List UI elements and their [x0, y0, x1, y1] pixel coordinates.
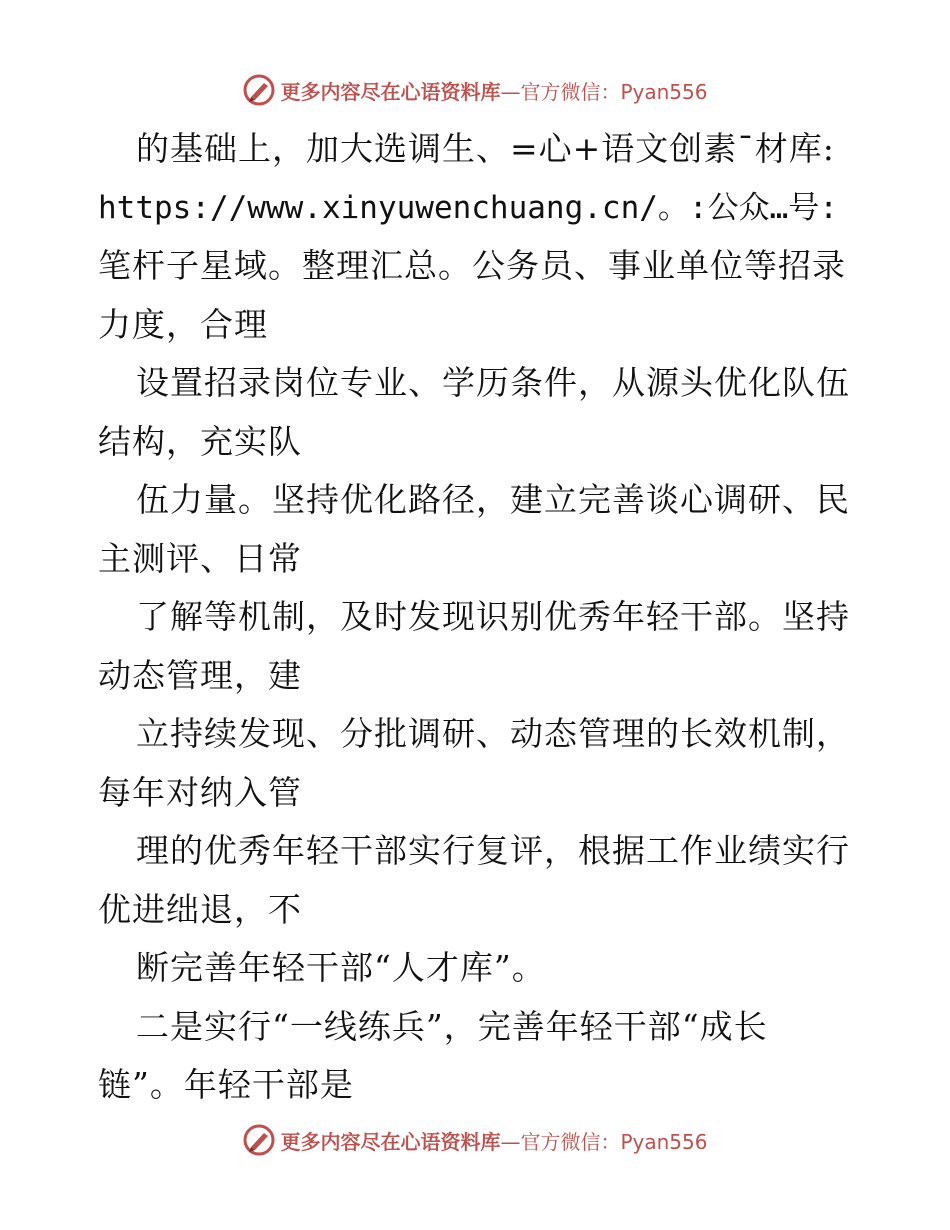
body-line-3: 笔杆子星域。整理汇总。公务员、事业单位等招录	[98, 246, 846, 285]
footer-banner	[0, 1120, 950, 1160]
body-line-13: 理的优秀年轻干部实行复评，根据工作业绩实行	[136, 831, 850, 870]
body-line-11: 立持续发现、分批调研、动态管理的长效机制，	[136, 714, 850, 753]
footer-library-text: 更多内容尽在心语资料库	[280, 1129, 501, 1154]
body-line-9: 了解等机制，及时发现识别优秀年轻干部。坚持	[136, 597, 850, 636]
body-line-7: 伍力量。坚持优化路径，建立完善谈心调研、民	[136, 480, 850, 519]
body-line-17: 链”。年轻干部是	[98, 1065, 354, 1104]
footer-separator: —	[500, 1129, 521, 1154]
header-banner	[0, 70, 950, 110]
body-line-4: 力度，合理	[98, 304, 268, 344]
header-banner-text	[280, 76, 707, 105]
body-line-10: 动态管理，建	[98, 655, 302, 695]
body-line-15: 断完善年轻干部“人才库”。	[136, 948, 546, 987]
body-line-6: 结构，充实队	[98, 421, 302, 461]
pen-logo-icon	[242, 73, 276, 107]
header-library-text: 更多内容尽在心语资料库	[280, 79, 501, 104]
header-wechat-text: 官方微信：Pyan556	[520, 79, 708, 104]
body-line-12: 每年对纳入管	[98, 772, 302, 812]
footer-wechat-text: 官方微信：Pyan556	[520, 1129, 708, 1154]
body-line-8: 主测评、日常	[98, 538, 302, 578]
header-separator: —	[500, 79, 521, 104]
body-line-1: 的基础上，加大选调生、=心+语文创素¯材库:	[136, 129, 835, 168]
footer-banner-text	[280, 1126, 707, 1155]
body-line-2-url: https://www.xinyuwenchuang.cn/。:公众…号:	[98, 189, 838, 226]
body-line-14: 优进绌退，不	[98, 889, 302, 929]
body-line-5: 设置招录岗位专业、学历条件，从源头优化队伍	[136, 363, 850, 402]
pen-logo-icon	[242, 1123, 276, 1157]
body-line-16: 二是实行“一线练兵”，完善年轻干部“成长	[136, 1006, 768, 1046]
document-body	[98, 120, 858, 1115]
